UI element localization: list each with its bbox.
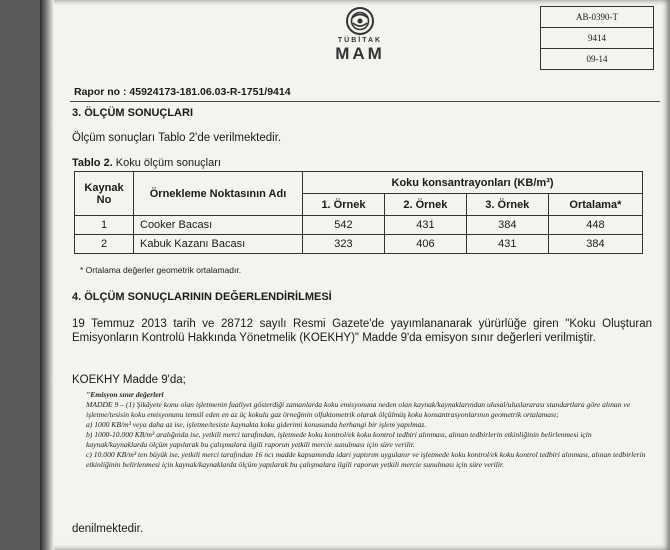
cell-v2: 431 xyxy=(384,216,466,235)
document-page xyxy=(40,0,670,550)
report-number: Rapor no : 45924173-181.06.03-R-1751/9414 xyxy=(74,86,291,98)
document-code-box xyxy=(540,6,654,70)
table-caption xyxy=(72,157,221,169)
sub-header-avg: Ortalama* xyxy=(548,194,642,216)
regulation-quote xyxy=(72,390,652,470)
cell-v3: 384 xyxy=(466,216,548,235)
table-row xyxy=(75,216,643,235)
table-caption-label: Tablo 2. xyxy=(72,157,113,169)
cell-name: Kabuk Kazanı Bacası xyxy=(134,235,303,254)
section-4-paragraph: 19 Temmuz 2013 tarih ve 28712 sayılı Resmi Gazete'de yayımlananarak yürürlüğe giren "Koku Oluşturan Emisyonların Kontrolü Hakkında Yönetmelik (KOEKHY)" Madde 9'da emisyon sınır değerleri verilmiştir. xyxy=(72,318,652,344)
koekhy-label: KOEKHY Madde 9'da; xyxy=(72,374,186,386)
cell-v3: 431 xyxy=(466,235,548,254)
cell-v2: 406 xyxy=(384,235,466,254)
col-header-group: Koku konsantrayonları (KB/m³) xyxy=(303,172,643,194)
doc-code-2: 9414 xyxy=(541,28,653,49)
col-header-name: Örnekleme Noktasının Adı xyxy=(134,172,303,216)
cell-v1: 542 xyxy=(303,216,385,235)
sub-header-3: 3. Örnek xyxy=(466,194,548,216)
logo-subtitle: TÜBİTAK xyxy=(337,37,383,44)
quote-title: "Emisyon sınır değerleri xyxy=(86,390,164,399)
logo-title: MAM xyxy=(335,44,385,63)
section-3-heading: 3. ÖLÇÜM SONUÇLARI xyxy=(72,107,193,119)
section-3-intro: Ölçüm sonuçları Tablo 2'de verilmektedir. xyxy=(72,132,282,144)
table-row xyxy=(75,235,643,254)
odor-results-table xyxy=(74,171,643,254)
doc-code-3: 09-14 xyxy=(586,54,608,64)
quote-article: MADDE 9 – (1) Şikâyete konu olan işletmenin faaliyet gösterdiği zamanlarda koku emisyonuna neden olan kaynak/kaynaklarından ulusal/uluslararası standartlara göre alınan ve işletme/tesisin koku emisyonunu temsil eden en az üç kokulu gaz örneğinin olfaktometrik olarak ölçülmüş koku konsantrasyonlarının geometrik ortalaması; xyxy=(86,400,631,419)
quote-item-c: c) 10.000 KB/m³ ten büyük ise, yetkili merci tarafından 16 ncı madde kapsamında idari yaptırım uygulanır ve işletmede koku kontrol/ek koku kontrol tedbiri alınması, alınan tedbirlerin etkinliğinin belirlenmesi için kaynak/kaynaklarda ölçüm yapılarak bu çalışmalara ilgili raporun yetkili mercie sunulması için süre verilir. xyxy=(86,450,646,469)
tubitak-emblem-icon xyxy=(343,6,377,36)
sub-header-1: 1. Örnek xyxy=(303,194,385,216)
cell-name: Cooker Bacası xyxy=(134,216,303,235)
quote-item-a: a) 1000 KB/m³ veya daha az ise, işletme/tesiste kaynakta koku giderimi konusunda herhangi bir işlem yapılmaz. xyxy=(86,420,427,429)
section-4-heading: 4. ÖLÇÜM SONUÇLARININ DEĞERLENDİRİLMESİ xyxy=(72,291,332,303)
quote-item-b: b) 1000-10.000 KB/m³ aralığında ise, yetkili merci tarafından, işletmede koku kontrol/ek koku kontrol tedbiri alınması, alınan tedbirlerin etkinliğinin belirlenmesi için kaynak/kaynaklarda ölçüm yapılarak bu çalışmalara ilgili raporun yetkili mercie sunulması için süre verilir. xyxy=(86,430,592,449)
doc-code-1: AB-0390-T xyxy=(541,7,653,28)
cell-avg: 448 xyxy=(548,216,642,235)
table-caption-text: Koku ölçüm sonuçları xyxy=(112,157,221,169)
closing-text: denilmektedir. xyxy=(72,523,143,535)
tubitak-mam-logo xyxy=(305,6,415,64)
cell-no: 2 xyxy=(75,235,134,254)
cell-avg: 384 xyxy=(548,235,642,254)
header-divider xyxy=(70,101,660,102)
table-footnote: * Ortalama değerler geometrik ortalamadır. xyxy=(80,265,242,275)
sub-header-2: 2. Örnek xyxy=(384,194,466,216)
cell-v1: 323 xyxy=(303,235,385,254)
col-header-no: Kaynak No xyxy=(75,172,134,216)
cell-no: 1 xyxy=(75,216,134,235)
